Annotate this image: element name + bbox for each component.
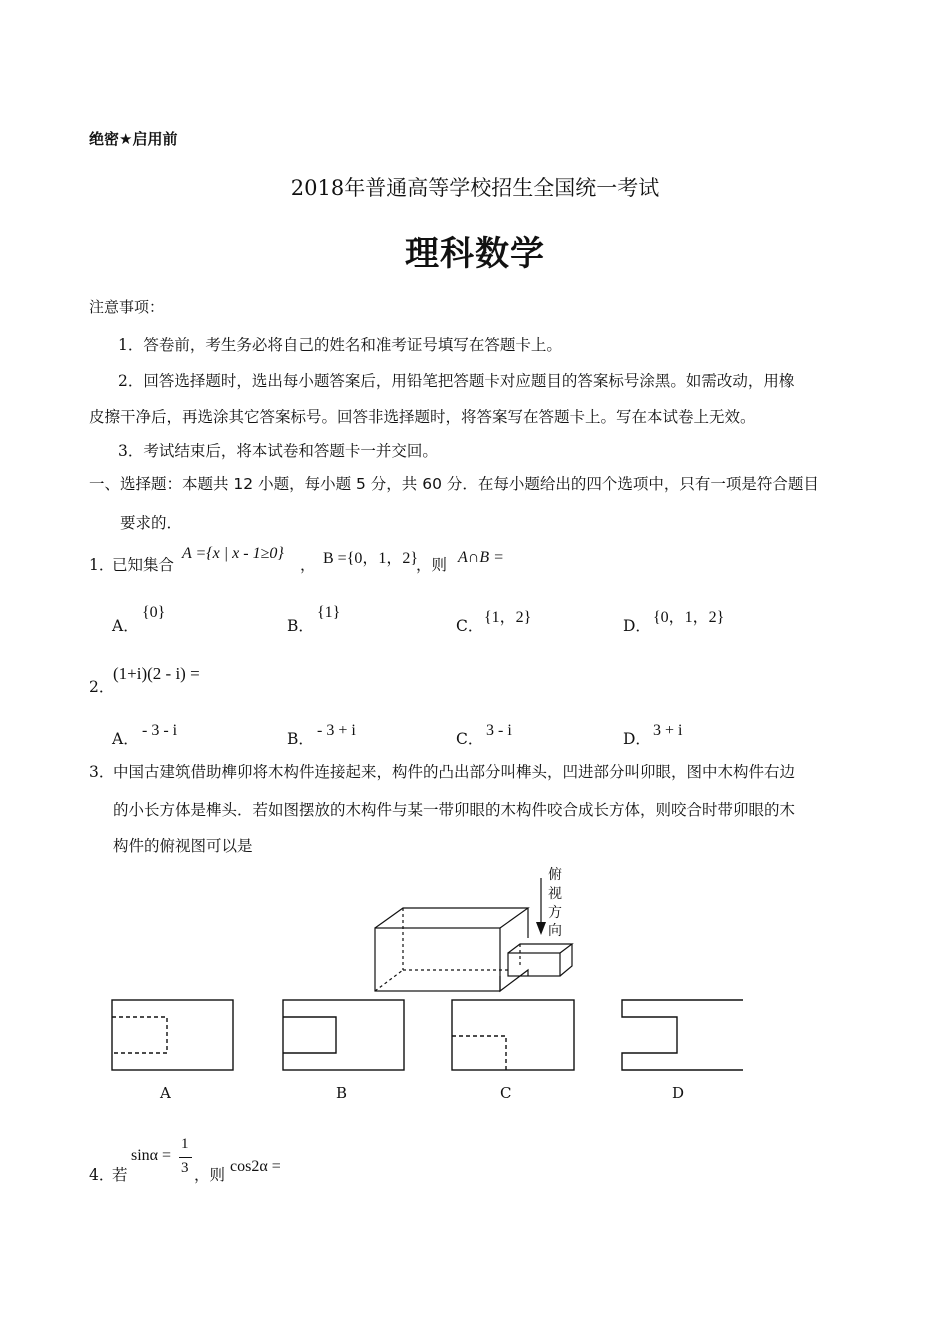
figure-option-b-label: B bbox=[336, 1084, 348, 1102]
notes-item-3: 3．考试结束后，将本试卷和答题卡一并交回。 bbox=[118, 442, 438, 460]
q1-option-a-label: A． bbox=[112, 617, 139, 635]
q4-numerator: 1 bbox=[181, 1136, 189, 1152]
q4-denominator: 3 bbox=[181, 1160, 189, 1176]
q4-fraction-bar bbox=[179, 1157, 192, 1158]
q1-set-b: B ={0，1，2} bbox=[323, 550, 419, 567]
view-label-char-1: 俯 bbox=[548, 867, 562, 883]
q1-option-b-label: B． bbox=[287, 617, 314, 635]
q4-sin-lhs: sinα = bbox=[131, 1147, 172, 1164]
large-box-top bbox=[375, 908, 528, 928]
option-c-outline bbox=[452, 1000, 574, 1070]
notes-heading: 注意事项： bbox=[89, 298, 165, 316]
q1-option-c-label: C． bbox=[456, 617, 484, 635]
q1-option-c-value: {1，2} bbox=[484, 609, 532, 626]
q2-option-a-value: - 3 - i bbox=[142, 722, 178, 739]
notes-item-1: 1．答卷前，考生务必将自己的姓名和准考证号填写在答题卡上。 bbox=[118, 336, 562, 354]
option-c-hidden-hole bbox=[452, 1036, 506, 1070]
q2-option-a-label: A． bbox=[112, 730, 139, 748]
q4-number: 4． bbox=[89, 1166, 115, 1184]
q3-line-3: 构件的俯视图可以是 bbox=[113, 837, 253, 855]
option-b-outline bbox=[283, 1000, 404, 1070]
q1-number: 1． bbox=[89, 556, 115, 574]
section-1-heading-cont: 要求的． bbox=[120, 514, 183, 532]
notes-item-2-line-2: 皮擦干净后，再选涂其它答案标号。回答非选择题时，将答案写在答题卡上。写在本试卷上无效。 bbox=[89, 408, 756, 426]
q4-then: ，则 bbox=[194, 1166, 226, 1184]
tenon-top bbox=[508, 944, 572, 953]
q3-line-2: 的小长方体是榫头．若如图摆放的木构件与某一带卯眼的木构件咬合成长方体，则咬合时带卯眼的木 bbox=[113, 801, 796, 819]
q1-expression: A∩B = bbox=[458, 549, 504, 566]
q2-expression: (1+i)(2 - i) = bbox=[113, 664, 200, 683]
option-d-outline bbox=[622, 1000, 743, 1070]
q1-comma: ， bbox=[300, 556, 316, 574]
q1-option-d-label: D． bbox=[623, 617, 651, 635]
q1-option-b-value: {1} bbox=[317, 604, 341, 621]
q3-number: 3． bbox=[89, 763, 115, 781]
figure-option-d-label: D bbox=[672, 1084, 685, 1102]
q1-option-a-value: {0} bbox=[142, 604, 166, 621]
view-label-char-4: 向 bbox=[548, 923, 562, 939]
tenon-front bbox=[508, 953, 560, 976]
option-a-hidden-hole bbox=[112, 1017, 167, 1053]
q4-prefix: 若 bbox=[112, 1166, 128, 1184]
option-b-hole bbox=[283, 1017, 336, 1053]
q2-number: 2． bbox=[89, 678, 115, 696]
section-1-heading: 一、选择题：本题共 12 小题，每小题 5 分，共 60 分．在每小题给出的四个选项中，只有一项是符合题目 bbox=[89, 475, 819, 493]
large-box-front bbox=[375, 928, 500, 991]
view-label-char-2: 视 bbox=[548, 886, 562, 902]
secret-label: 绝密★启用前 bbox=[89, 130, 178, 148]
q2-option-d-label: D． bbox=[623, 730, 651, 748]
figure-option-a-label: A bbox=[160, 1084, 171, 1102]
q1-set-a: A ={x | x - 1≥0} bbox=[182, 545, 284, 562]
q2-option-b-value: - 3 + i bbox=[317, 722, 356, 739]
exam-title: 2018年普通高等学校招生全国统一考试 bbox=[290, 176, 660, 200]
q2-option-c-label: C． bbox=[456, 730, 484, 748]
q2-option-d-value: 3 + i bbox=[653, 722, 683, 739]
top-view-options bbox=[100, 990, 760, 1080]
view-arrow-head bbox=[536, 922, 546, 935]
q2-option-c-value: 3 - i bbox=[486, 722, 512, 739]
q1-prefix: 已知集合 bbox=[112, 556, 175, 574]
wooden-piece-figure bbox=[360, 860, 600, 995]
figure-option-c-label: C bbox=[500, 1084, 512, 1102]
q2-option-b-label: B． bbox=[287, 730, 314, 748]
large-box-lower-side bbox=[500, 970, 528, 991]
q3-line-1: 中国古建筑借助榫卯将木构件连接起来，构件的凸出部分叫榫头，凹进部分叫卯眼，图中木构件右边 bbox=[113, 763, 796, 781]
option-a-outline bbox=[112, 1000, 233, 1070]
q1-then: ，则 bbox=[416, 556, 448, 574]
q4-expression: cos2α = bbox=[230, 1158, 281, 1175]
subject-title: 理科数学 bbox=[405, 234, 545, 274]
large-box-hidden-diagonal bbox=[375, 970, 403, 991]
view-label-char-3: 方 bbox=[548, 905, 562, 921]
notes-item-2-line-1: 2．回答选择题时，选出每小题答案后，用铅笔把答题卡对应题目的答案标号涂黑。如需改动，用橡 bbox=[118, 372, 795, 390]
q1-option-d-value: {0，1，2} bbox=[653, 609, 725, 626]
